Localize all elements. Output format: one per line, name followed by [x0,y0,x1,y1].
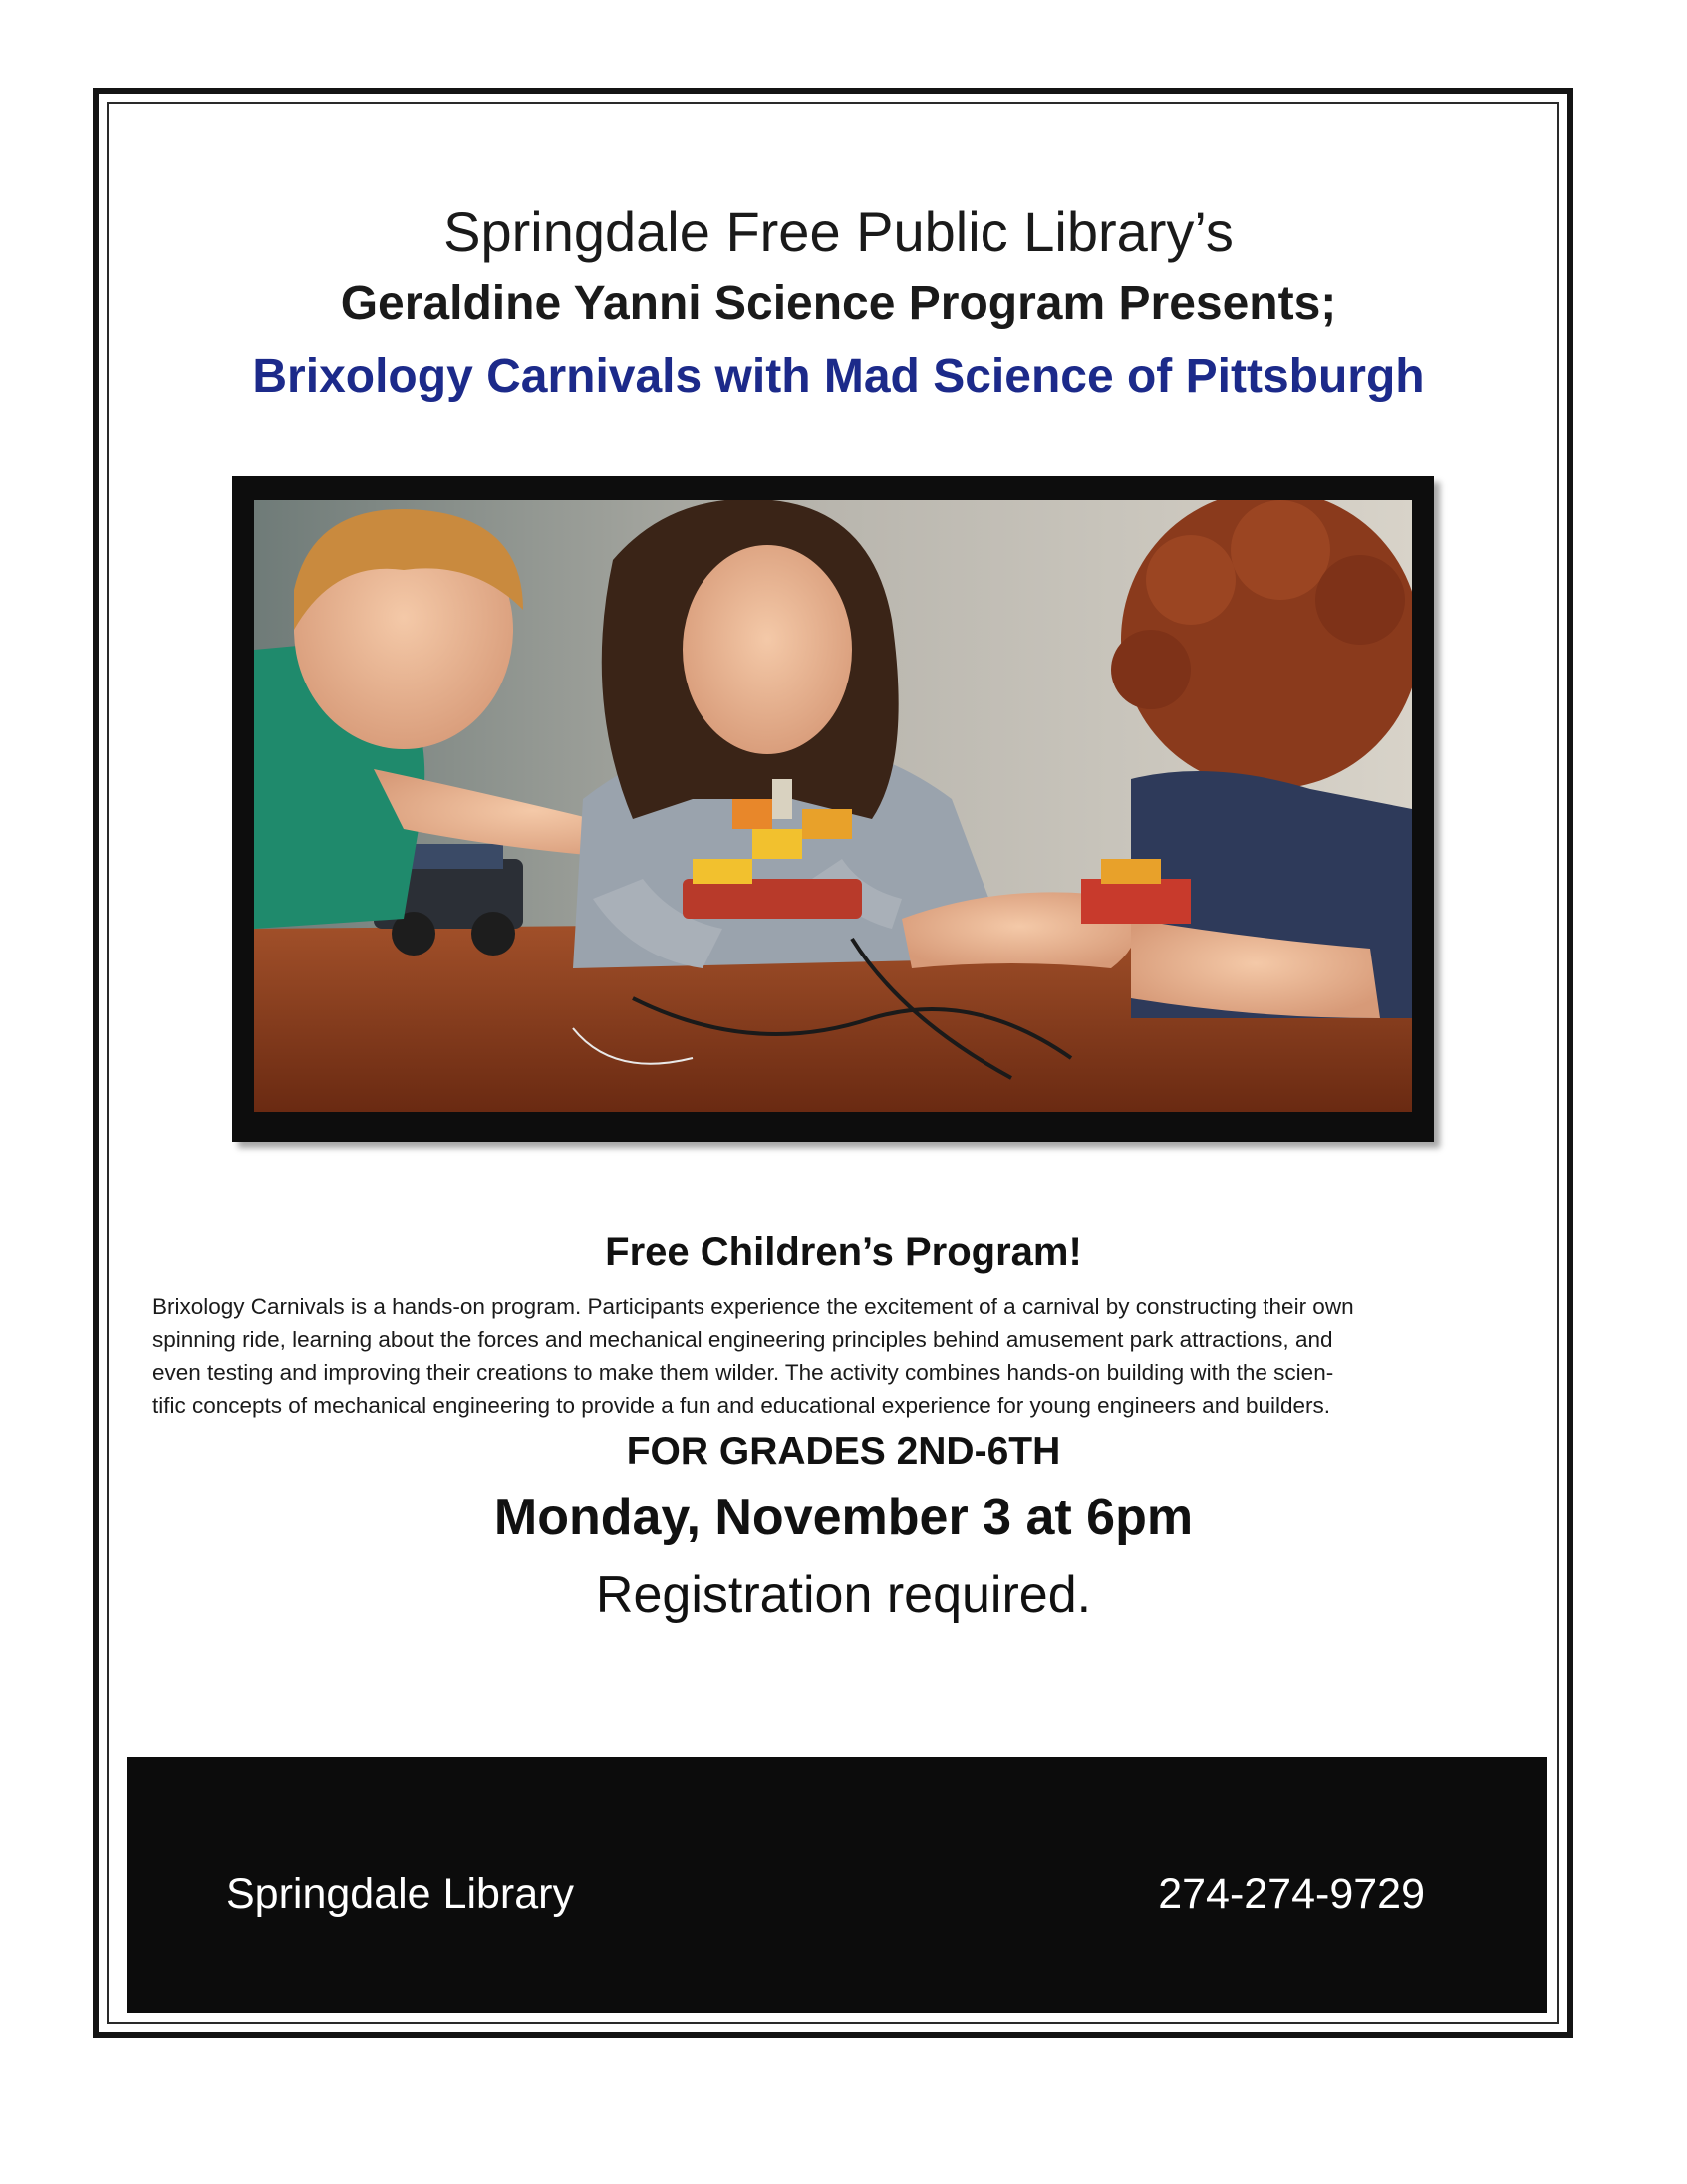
program-heading: Free Children’s Program! [605,1230,1082,1274]
library-title: Springdale Free Public Library’s [443,200,1234,263]
footer-library-name: Springdale Library [226,1870,574,1918]
children-building-lego-photo [254,500,1412,1112]
registration-note: Registration required. [595,1566,1092,1624]
grades-text: FOR GRADES 2ND-6TH [626,1430,1061,1473]
description-line: tific concepts of mechanical engineering to provide a fun and educational experience for young engineers and builders. [152,1393,1331,1418]
footer-phone: 274-274-9729 [1158,1870,1425,1918]
event-title: Brixology Carnivals with Mad Science of Pittsburgh [252,350,1425,403]
description-line: even testing and improving their creations to make them wilder. The activity combines hands-on building with the scien- [152,1360,1334,1385]
footer-bar [127,1757,1547,2013]
photo-frame [232,476,1434,1142]
event-date: Monday, November 3 at 6pm [493,1489,1194,1546]
program-description [152,1290,1520,1422]
description-line: Brixology Carnivals is a hands-on program. Participants experience the excitement of a carnival by constructing their own [152,1294,1354,1319]
program-title: Geraldine Yanni Science Program Presents; [340,277,1337,330]
description-line: spinning ride, learning about the forces and mechanical engineering principles behind amusement park attractions, and [152,1327,1333,1352]
